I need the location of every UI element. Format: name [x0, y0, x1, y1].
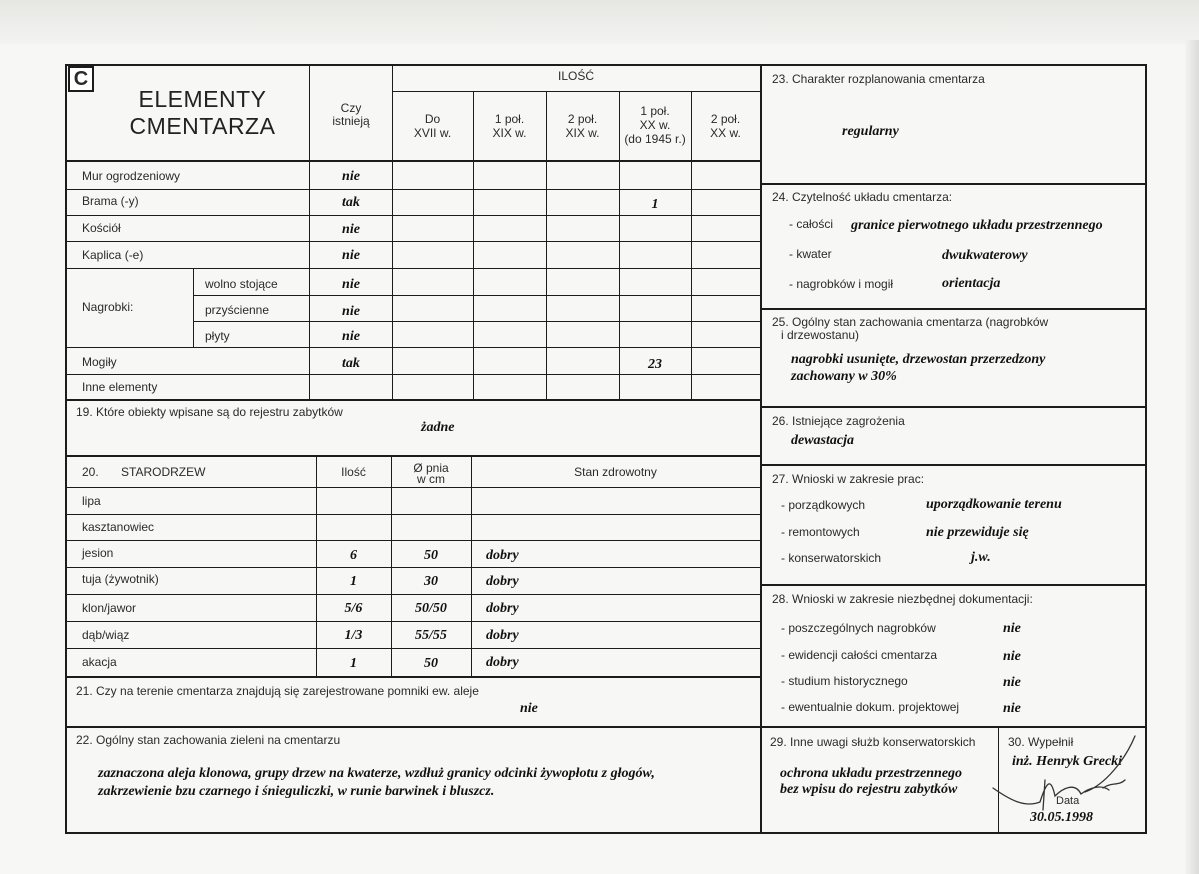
hline-trees-bottom	[65, 676, 760, 678]
vline-period-3	[546, 91, 547, 400]
trees-num: 20.	[82, 465, 99, 479]
q28-item-1-value: nie	[1003, 621, 1021, 636]
row-value-church: nie	[342, 222, 360, 237]
q27-item-1-value: uporządkowanie terenu	[926, 497, 1062, 512]
graves-slabs-value: nie	[342, 329, 360, 344]
tree-diam-4: 30	[424, 574, 438, 589]
q19-value: żadne	[421, 420, 455, 435]
q24-item-3-label: - nagrobków i mogił	[789, 277, 894, 291]
q27-item-3-label: - konserwatorskich	[781, 551, 882, 565]
tree-health-6: dobry	[486, 628, 519, 643]
q28-item-1-label: - poszczególnych nagrobków	[781, 621, 936, 635]
q29-label: 29. Inne uwagi służb konserwatorskich	[770, 735, 976, 749]
tree-name-4: tuja (żywotnik)	[82, 572, 159, 586]
q28-item-4-label: - ewentualnie dokum. projektowej	[781, 700, 960, 714]
row-label-mounds: Mogiły	[82, 355, 117, 369]
hline-trees-5	[65, 621, 760, 622]
q24-item-2-label: - kwater	[789, 247, 832, 261]
q26-label: 26. Istniejące zagrożenia	[772, 414, 905, 428]
scan-right-shadow	[1185, 40, 1199, 874]
section-title-line1: ELEMENTY	[138, 86, 267, 112]
col-exists-line2: istnieją	[332, 114, 370, 128]
col-exists-line1: Czy	[340, 101, 362, 115]
section-badge-letter: C	[73, 68, 89, 90]
scan-top-shadow	[0, 0, 1199, 44]
hline-trees-6	[65, 648, 760, 649]
q25-label-line2: i drzewostanu)	[781, 328, 860, 342]
q22-line1: zaznaczona aleja klonowa, grupy drzew na kwaterze, wzdłuż granicy odcinki żywopłotu z głogów,	[98, 766, 655, 781]
trees-col-health: Stan zdrowotny	[574, 465, 657, 479]
period-1-line1: Do	[424, 112, 441, 126]
hline-trees-2	[65, 540, 760, 541]
hline-q23-bottom	[760, 183, 1147, 185]
row-qty-mounds: 23	[648, 357, 662, 372]
hline-q28-bottom	[760, 726, 1147, 728]
q22-line2: zakrzewienie bzu czarnego i śnieguliczki, w runie barwinek i bluszcz.	[98, 784, 495, 799]
tree-health-4: dobry	[486, 574, 519, 589]
period-5-line1: 2 poł.	[710, 112, 741, 126]
row-qty-gate: 1	[651, 197, 659, 212]
q28-item-2-value: nie	[1003, 649, 1021, 664]
frame-left	[65, 64, 67, 834]
hline-mounds	[65, 374, 760, 375]
period-5-line2: XX w.	[710, 126, 741, 140]
hline-graves-bottom	[65, 347, 760, 348]
hline-q25-bottom	[760, 406, 1147, 408]
q24-item-1-label: - całości	[789, 217, 834, 231]
section-title-line2: CMENTARZA	[129, 113, 276, 139]
period-3-line1: 2 poł.	[567, 112, 598, 126]
vline-quantity-left	[392, 64, 393, 400]
hline-row-3	[65, 241, 760, 242]
tree-diam-7: 50	[424, 656, 438, 671]
column-divider	[760, 64, 762, 834]
trees-title: STARODRZEW	[121, 465, 206, 479]
q29-line1: ochrona układu przestrzennego	[780, 766, 963, 781]
tree-health-3: dobry	[486, 548, 519, 563]
period-1-line2: XVII w.	[413, 126, 452, 140]
q28-item-2-label: - ewidencji całości cmentarza	[781, 648, 938, 662]
period-2-line1: 1 poł.	[494, 112, 525, 126]
row-value-chapel: nie	[342, 248, 360, 263]
trees-col-qty: Ilość	[341, 465, 366, 479]
q27-label: 27. Wnioski w zakresie prac:	[772, 472, 925, 486]
q27-item-2-value: nie przewiduje się	[926, 525, 1029, 540]
period-3-line2: XIX w.	[565, 126, 600, 140]
row-label-other: Inne elementy	[82, 380, 158, 394]
q28-label: 28. Wnioski w zakresie niezbędnej dokumentacji:	[772, 592, 1033, 606]
trees-col-diam-line1: Ø pnia	[413, 461, 449, 475]
tree-qty-6: 1/3	[344, 628, 363, 643]
graves-wall-value: nie	[342, 304, 360, 319]
hline-q26-bottom	[760, 464, 1147, 466]
hline-trees-4	[65, 594, 760, 595]
q24-item-1-value: granice pierwotnego układu przestrzennego	[851, 218, 1103, 233]
q26-value: dewastacja	[791, 433, 854, 448]
trees-col-diam-line2: w cm	[417, 472, 445, 486]
hline-header-bottom	[65, 160, 760, 162]
period-4-line2: XX w.	[639, 118, 671, 132]
row-value-mounds: tak	[342, 356, 360, 371]
tree-qty-4: 1	[350, 574, 357, 589]
tree-diam-6: 55/55	[415, 628, 447, 643]
row-label-wall: Mur ogrodzeniowy	[82, 169, 181, 183]
col-quantity-header: ILOŚĆ	[557, 69, 594, 83]
hline-row-4	[65, 268, 760, 269]
period-4-line3: (do 1945 r.)	[624, 132, 686, 146]
vline-period-4	[619, 91, 620, 400]
row-label-chapel: Kaplica (-e)	[82, 248, 144, 262]
tree-name-7: akacja	[82, 655, 117, 669]
q21-label: 21. Czy na terenie cmentarza znajdują się zarejestrowane pomniki ew. aleje	[76, 684, 479, 698]
q30-label: 30. Wypełnił	[1008, 735, 1074, 749]
frame-bottom	[65, 832, 1147, 834]
q30-date: 30.05.1998	[1030, 810, 1093, 825]
vline-graves-sub	[193, 268, 194, 348]
hline-graves-1	[193, 295, 760, 296]
graves-freestanding-label: wolno stojące	[205, 277, 278, 291]
graves-wall-label: przyścienne	[205, 303, 270, 317]
q21-value: nie	[520, 701, 538, 716]
q28-item-3-label: - studium historycznego	[781, 674, 908, 688]
q29-line2: bez wpisu do rejestru zabytków	[780, 782, 958, 797]
hline-q24-bottom	[760, 308, 1147, 310]
hline-trees-header	[65, 487, 760, 488]
row-label-gate: Brama (-y)	[82, 194, 139, 208]
hline-q19-bottom	[65, 455, 760, 457]
tree-diam-5: 50/50	[415, 601, 447, 616]
tree-name-3: jesion	[82, 546, 114, 560]
vline-period-5	[691, 91, 692, 400]
q28-item-4-value: nie	[1003, 701, 1021, 716]
tree-qty-3: 6	[350, 548, 357, 563]
tree-diam-3: 50	[424, 548, 438, 563]
signature-icon	[985, 730, 1145, 820]
tree-name-1: lipa	[82, 494, 101, 508]
hline-graves-2	[193, 321, 760, 322]
q25-line1: nagrobki usunięte, drzewostan przerzedzony	[791, 352, 1046, 367]
q25-label-line1: 25. Ogólny stan zachowania cmentarza (nagrobków	[772, 315, 1049, 329]
tree-name-5: klon/jawor	[82, 601, 137, 615]
frame-top	[65, 64, 1147, 66]
hline-row-1	[65, 189, 760, 190]
tree-qty-7: 1	[350, 656, 357, 671]
q23-label: 23. Charakter rozplanowania cmentarza	[772, 72, 985, 86]
hline-row-2	[65, 215, 760, 216]
q24-label: 24. Czytelność układu cmentarza:	[772, 190, 953, 204]
tree-name-6: dąb/wiąz	[82, 628, 130, 642]
hline-q21-bottom	[65, 726, 760, 728]
q23-value: regularny	[842, 124, 899, 139]
q22-label: 22. Ogólny stan zachowania zieleni na cmentarzu	[76, 733, 341, 747]
q19-label: 19. Które obiekty wpisane są do rejestru zabytków	[76, 405, 343, 419]
q24-item-2-value: dwukwaterowy	[942, 248, 1028, 263]
q24-item-3-value: orientacja	[942, 276, 1001, 291]
quantity-header-line	[392, 91, 760, 92]
row-label-church: Kościół	[82, 221, 121, 235]
graves-freestanding-value: nie	[342, 277, 360, 292]
q27-item-2-label: - remontowych	[781, 525, 860, 539]
hline-trees-1	[65, 514, 760, 515]
hline-table-bottom	[65, 399, 760, 401]
q27-item-3-value: j.w.	[971, 550, 991, 565]
q30-name: inż. Henryk Grecki	[1012, 754, 1123, 769]
row-value-gate: tak	[342, 195, 360, 210]
tree-health-5: dobry	[486, 601, 519, 616]
tree-health-7: dobry	[486, 655, 519, 670]
vline-period-2	[473, 91, 474, 400]
vline-trees-health	[471, 455, 472, 677]
row-value-wall: nie	[342, 169, 360, 184]
period-2-line2: XIX w.	[492, 126, 527, 140]
graves-slabs-label: płyty	[205, 329, 230, 343]
graves-label: Nagrobki:	[82, 300, 134, 314]
tree-name-2: kasztanowiec	[82, 520, 155, 534]
frame-right	[1145, 64, 1147, 834]
period-4-line1: 1 poł.	[640, 104, 670, 118]
hline-trees-3	[65, 567, 760, 568]
q25-line2: zachowany w 30%	[791, 369, 897, 384]
hline-q27-bottom	[760, 584, 1147, 586]
tree-qty-5: 5/6	[344, 601, 363, 616]
q28-item-3-value: nie	[1003, 675, 1021, 690]
q27-item-1-label: - porządkowych	[781, 498, 866, 512]
q30-date-label: Data	[1056, 795, 1080, 807]
